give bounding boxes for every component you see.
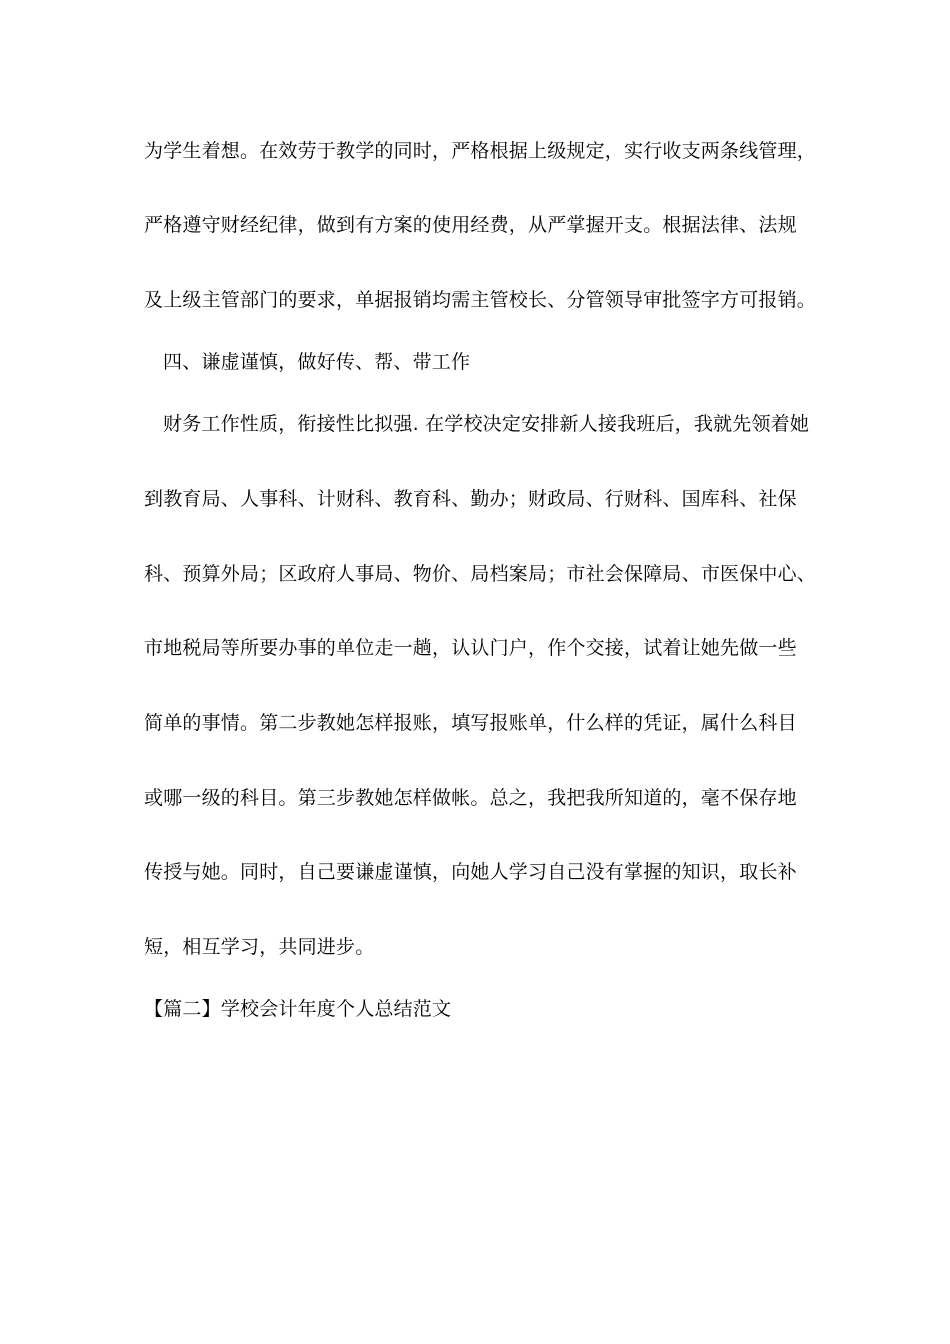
section-heading: 四、谦虚谨慎，做好传、帮、带工作 — [163, 351, 471, 373]
paragraph-line: 科、预算外局；区政府人事局、物价、局档案局；市社会保障局、市医保中心、 — [144, 563, 817, 585]
paragraph-line: 及上级主管部门的要求，单据报销均需主管校长、分管领导审批签字方可报销。 — [144, 289, 817, 311]
paragraph-line: 到教育局、人事科、计财科、教育科、勤办；财政局、行财科、国库科、社保 — [144, 488, 797, 510]
paragraph-line: 传授与她。同时，自己要谦虚谨慎，向她人学习自己没有掌握的知识，取长补 — [144, 861, 797, 883]
paragraph-line: 市地税局等所要办事的单位走一趟，认认门户，作个交接，试着让她先做一些 — [144, 637, 797, 659]
paragraph-line: 财务工作性质，衔接性比拟强. 在学校决定安排新人接我班后，我就先领着她 — [163, 413, 810, 435]
section-title: 【篇二】学校会计年度个人总结范文 — [144, 998, 452, 1020]
paragraph-line: 或哪一级的科目。第三步教她怎样做帐。总之，我把我所知道的，毫不保存地 — [144, 787, 797, 809]
paragraph-line: 简单的事情。第二步教她怎样报账，填写报账单，什么样的凭证，属什么科目 — [144, 712, 797, 734]
paragraph-line: 短，相互学习，共同进步。 — [144, 936, 375, 958]
paragraph-line: 严格遵守财经纪律，做到有方案的使用经费，从严掌握开支。根据法律、法规 — [144, 214, 797, 236]
paragraph-line: 为学生着想。在效劳于教学的同时，严格根据上级规定，实行收支两条线管理， — [144, 140, 817, 162]
